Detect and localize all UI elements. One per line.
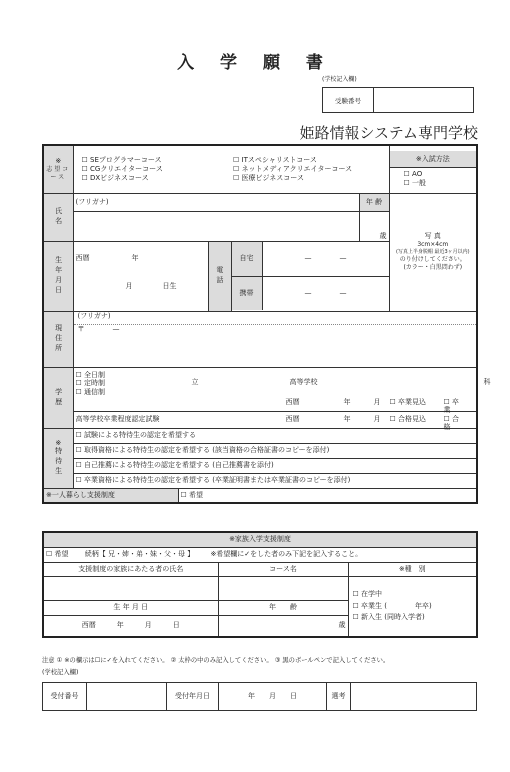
- course-options-right[interactable]: [231, 145, 389, 193]
- birth-input[interactable]: 西暦 年 月 日生: [73, 241, 208, 311]
- age-label: 年 齢: [359, 193, 389, 211]
- form-title: 入 学 願 書: [177, 53, 333, 73]
- selection-label: 選考: [327, 683, 351, 711]
- selection-input[interactable]: [351, 683, 477, 711]
- phone-cells: [231, 241, 389, 311]
- scholarship-label: 特待生: [54, 447, 63, 478]
- family-course-input[interactable]: [218, 576, 348, 600]
- family-type-option[interactable]: ☐ 在学中: [352, 590, 383, 599]
- living-alone-option[interactable]: ☐ 希望: [178, 488, 477, 503]
- family-note: ※希望欄に✓をした者のみ下記を記入すること。: [210, 550, 363, 559]
- course-label: 志望コース: [46, 166, 71, 181]
- family-type-header: ※種 別: [348, 562, 477, 576]
- course-option[interactable]: ☐ ネットメディアクリエイターコース: [233, 164, 353, 173]
- exam-number-label: 受験番号: [323, 88, 374, 112]
- footer-school-use: (学校記入欄): [42, 669, 79, 676]
- scholarship-label-cell: ※ 特待生: [43, 428, 73, 488]
- name-input[interactable]: [73, 211, 359, 241]
- address-input[interactable]: (フリガナ) 〒 —: [73, 311, 477, 367]
- phone-mobile-label: 携帯: [232, 276, 263, 310]
- photo-title: 写 真: [424, 231, 441, 240]
- name-label: 氏名: [43, 193, 73, 241]
- family-name-header: 支援制度の家族にあたる者の氏名: [43, 562, 218, 576]
- family-type-options[interactable]: [348, 576, 477, 637]
- family-option-row[interactable]: [43, 547, 477, 562]
- family-header: ※家族入学支援制度: [43, 532, 477, 547]
- course-option[interactable]: ☐ 医療ビジネスコース: [233, 173, 304, 182]
- birth-label: 生年月日: [43, 241, 73, 311]
- admission-option-ao[interactable]: ☐ AO: [403, 170, 423, 178]
- living-alone-label: ※一人暮らし支援制度: [43, 488, 178, 503]
- scholarship-item[interactable]: ☐ 取得資格による特待生の認定を希望する (該当資格の合格証書のコピーを添付): [73, 443, 477, 458]
- course-label-cell: ※ 志望コース: [43, 145, 73, 193]
- age-input[interactable]: 歳: [359, 211, 389, 241]
- admission-option-general[interactable]: ☐ 一般: [403, 178, 427, 187]
- family-type-option[interactable]: ☐ 卒業生 ( 年卒): [352, 601, 432, 610]
- family-birth-header: 生 年 月 日: [43, 600, 218, 615]
- course-option[interactable]: ☐ SEプログラマーコース: [81, 156, 162, 165]
- scholarship-item[interactable]: ☐ 試験による特待生の認定を希望する: [73, 428, 477, 443]
- education-label: 学歴: [43, 367, 73, 428]
- phone-mobile-input[interactable]: — —: [304, 288, 347, 297]
- name-furigana[interactable]: (フリガナ): [73, 193, 359, 211]
- receipt-number-label: 受付番号: [43, 683, 87, 711]
- address-label: 現住所: [43, 311, 73, 367]
- photo-spec: (写真上半身脱帽 最近3ヶ月以内): [395, 249, 470, 256]
- family-option[interactable]: ☐ 希望: [46, 550, 69, 559]
- education-equiv[interactable]: 高等学校卒業程度認定試験 西暦 年 月 ☐ 合格見込 ☐ 合 格: [73, 411, 477, 428]
- family-name-input[interactable]: [43, 576, 218, 600]
- course-option[interactable]: ☐ DXビジネスコース: [81, 173, 149, 182]
- family-age-header: 年 齢: [218, 600, 348, 615]
- receipt-date-label: 受付年月日: [167, 683, 219, 711]
- receipt-form: [42, 682, 477, 711]
- phone-home-label: 自宅: [232, 242, 263, 276]
- admission-method-label: ※入試方法: [390, 151, 477, 168]
- phone-label: 電話: [208, 241, 231, 311]
- admission-method-cell: [389, 145, 477, 193]
- course-option[interactable]: ☐ CGクリエイターコース: [81, 164, 163, 173]
- photo-note: (カラー・白黒問わず): [403, 264, 463, 272]
- family-age-input[interactable]: 歳: [218, 615, 348, 637]
- footer-notes: 注意 ① ※の欄示は☐に✓を入れてください。 ② 太枠の中のみ記入してください。 ③ 黒のボールペンで記入してください。: [42, 657, 390, 664]
- course-option[interactable]: ☐ ITスペシャリストコース: [233, 156, 317, 165]
- family-course-header: コース名: [218, 562, 348, 576]
- photo-size: 3cm×4cm: [417, 241, 449, 249]
- scholarship-item[interactable]: ☐ 卒業資格による特待生の認定を希望する (卒業証明書または卒業証書のコピーを添付): [73, 473, 477, 488]
- family-support-form: [42, 531, 478, 638]
- course-options-left[interactable]: [73, 145, 231, 193]
- education-school[interactable]: ☐ 全日制 ☐ 定時制 ☐ 通信制 立 高等学校 科 西暦 年 月 ☐ 卒業見込 ☐ 卒 業: [73, 367, 477, 411]
- receipt-number-input[interactable]: [87, 683, 167, 711]
- school-name: 姫路情報システム専門学校: [299, 124, 478, 142]
- school-use-note: (学校記入欄): [322, 76, 357, 83]
- receipt-date-input[interactable]: 年 月 日: [219, 683, 327, 711]
- family-relation[interactable]: 続柄【 兄・姉・弟・妹・父・母 】: [84, 550, 195, 559]
- family-type-option[interactable]: ☐ 新入生 (同時入学者): [352, 612, 425, 621]
- application-form: [42, 144, 491, 504]
- family-birth-input[interactable]: 西暦 年 月 日: [43, 615, 218, 637]
- scholarship-item[interactable]: ☐ 自己推薦による特待生の認定を希望する (自己推薦書を添付): [73, 458, 477, 473]
- phone-home-input[interactable]: — —: [262, 242, 389, 276]
- photo-box: [389, 193, 477, 311]
- photo-note: のり付けしてください。: [399, 256, 466, 264]
- exam-number-box: [322, 87, 474, 113]
